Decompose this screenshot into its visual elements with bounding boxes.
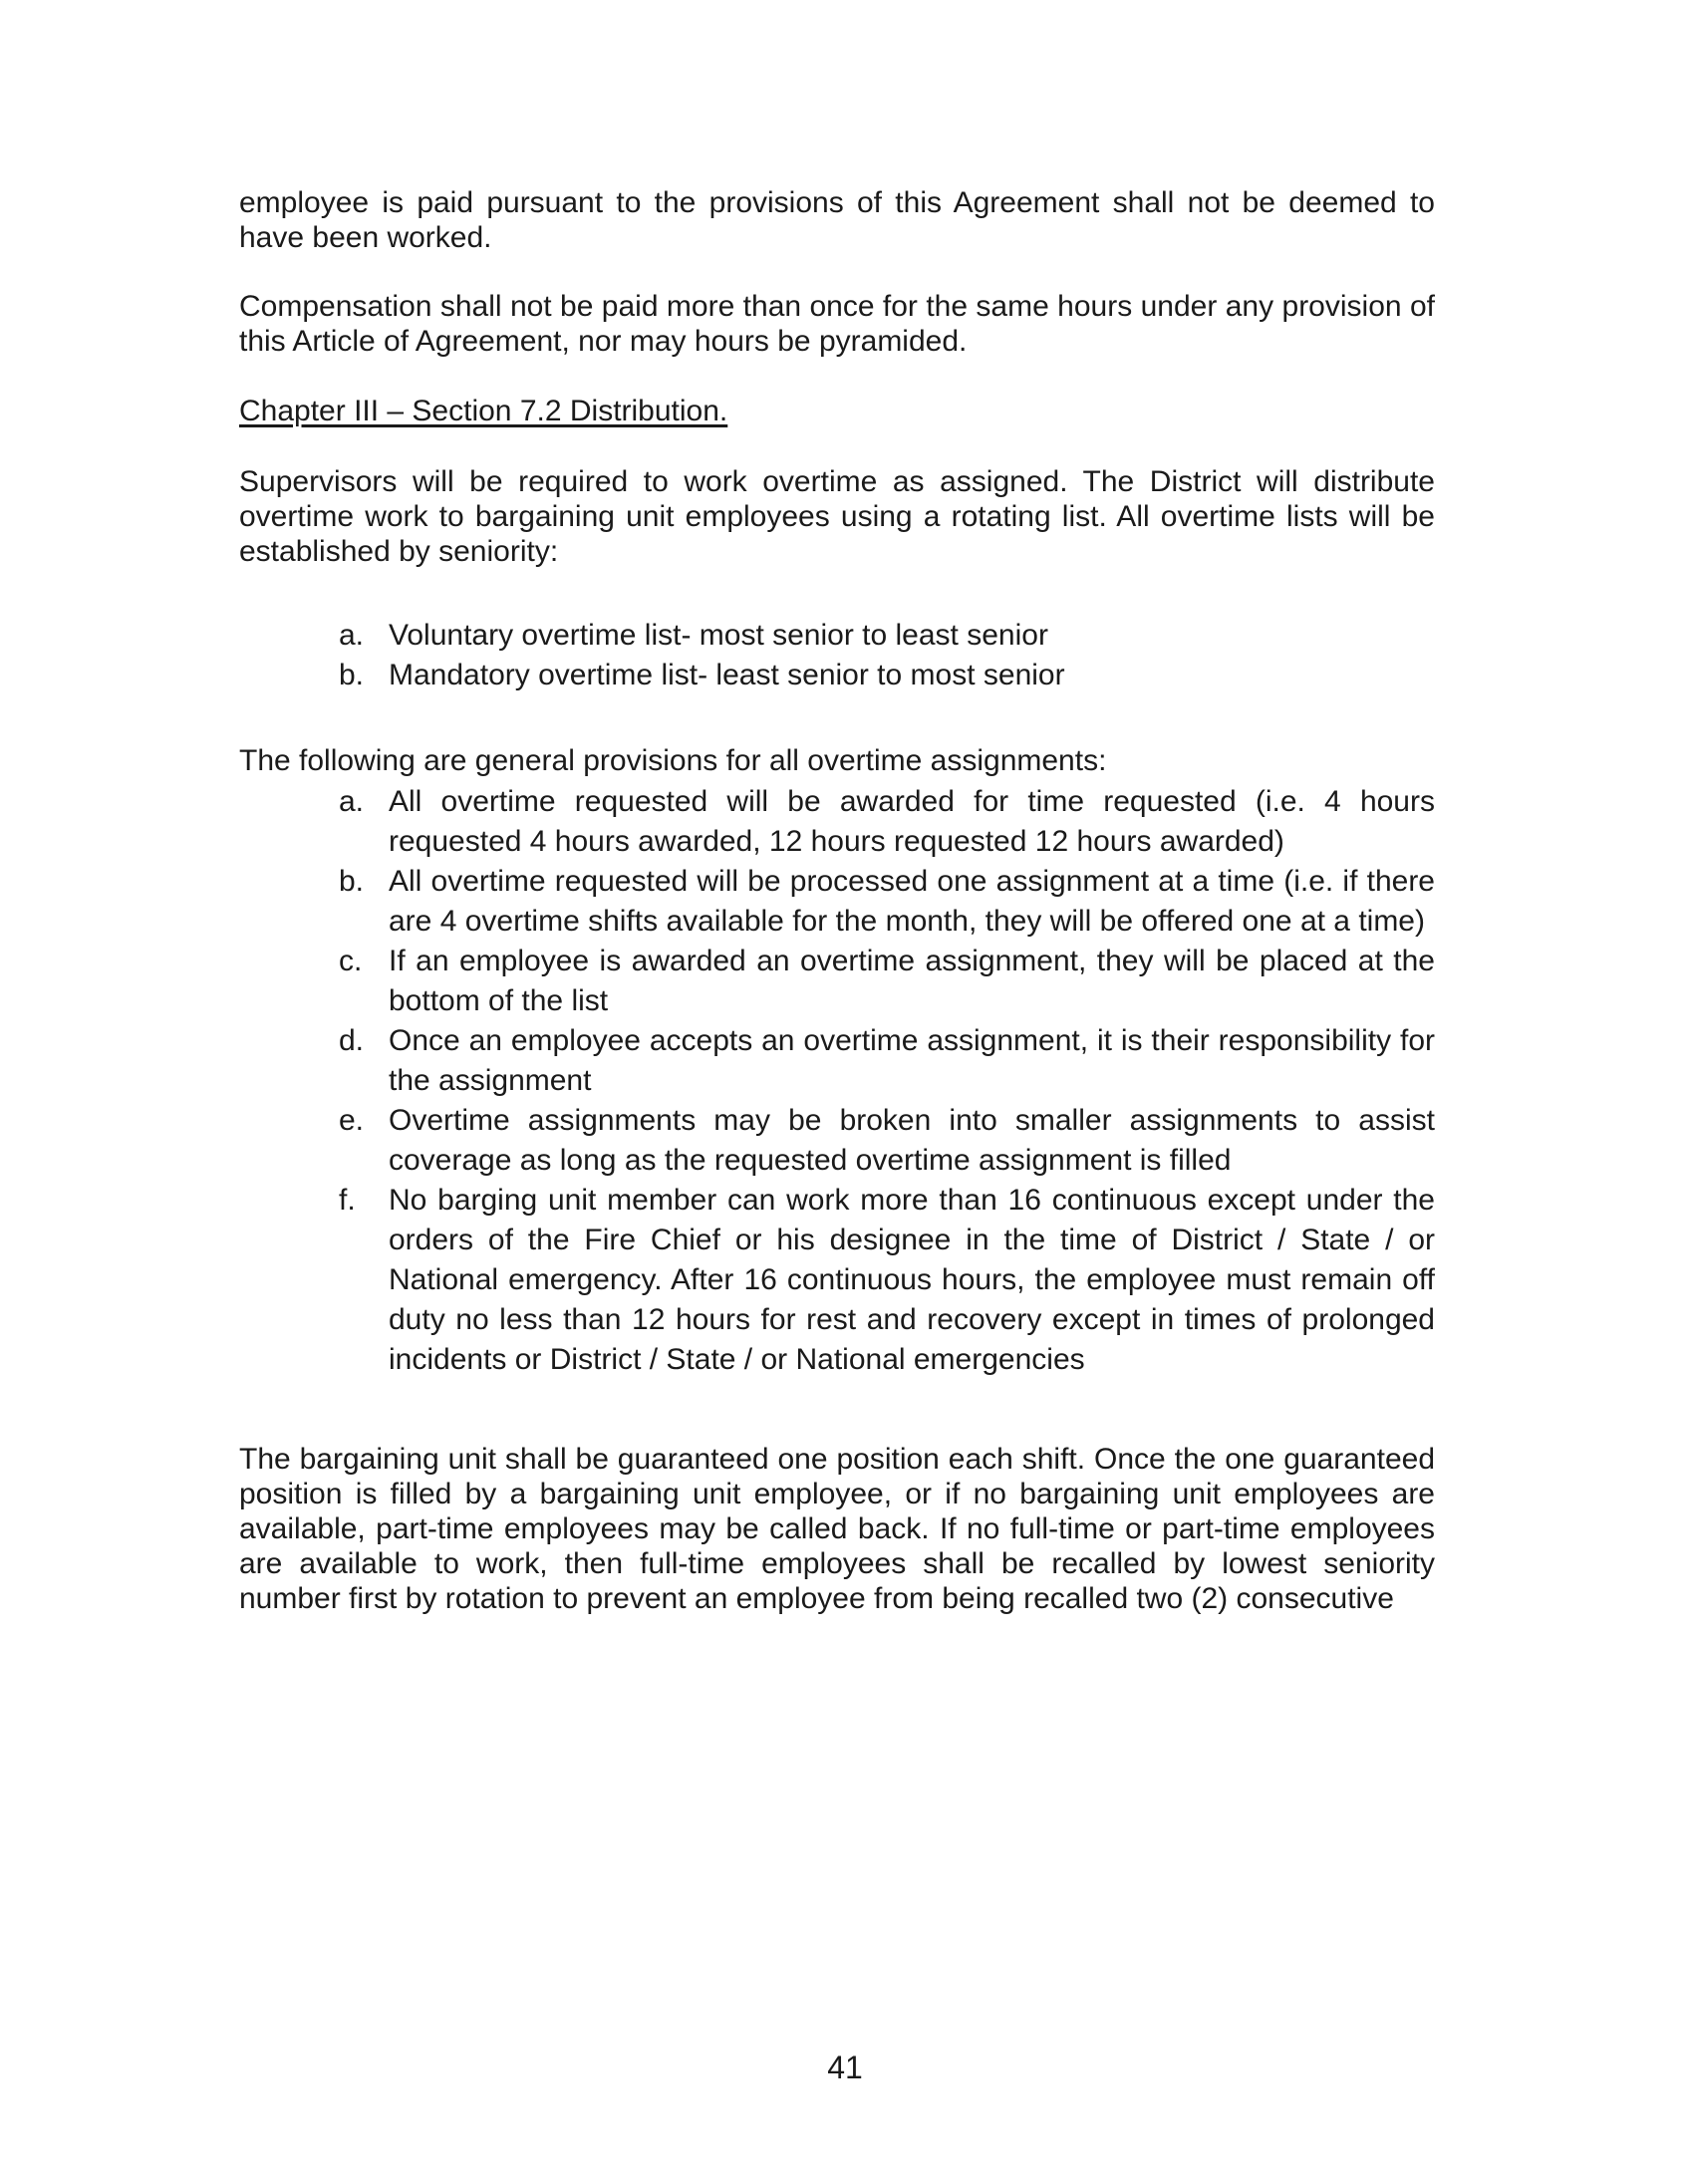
list-item-text: Once an employee accepts an overtime assignment, it is their responsibility for the assignment	[389, 1024, 1435, 1097]
list-item	[239, 1181, 1435, 1380]
general-provisions-intro: The following are general provisions for all overtime assignments:	[239, 744, 1107, 777]
list-item	[239, 656, 1435, 695]
list-item-text: No barging unit member can work more than 16 continuous except under the orders of the Fire Chief or his designee in the time of District / State / or National emergency. After 16 continuous hours, the employee must remain off duty no less than 12 hours for rest and recovery except in times of prolonged incidents or District / State / or National emergencies	[389, 1184, 1435, 1376]
list-marker: c.	[339, 945, 363, 977]
list-item-text: All overtime requested will be awarded for time requested (i.e. 4 hours requested 4 hours awarded, 12 hours requested 12 hours awarded)	[389, 785, 1435, 858]
list-item-text: All overtime requested will be processed one assignment at a time (i.e. if there are 4 overtime shifts available for the month, they will be offered one at a time)	[389, 865, 1435, 938]
list-item-text: Voluntary overtime list- most senior to least senior	[389, 619, 1048, 652]
general-provisions-list	[239, 782, 1435, 1380]
list-item	[239, 1021, 1435, 1101]
list-item	[239, 782, 1435, 862]
list-marker: d.	[339, 1024, 365, 1057]
list-item-text: Mandatory overtime list- least senior to most senior	[389, 659, 1065, 691]
compensation-paragraph: Compensation shall not be paid more than once for the same hours under any provision of this Article of Agreement, nor may hours be pyramided.	[239, 290, 1435, 358]
continuation-paragraph: employee is paid pursuant to the provisions of this Agreement shall not be deemed to have been worked.	[239, 186, 1435, 254]
list-marker: b.	[339, 659, 365, 691]
list-item	[239, 942, 1435, 1021]
page-number: 41	[827, 2049, 863, 2085]
list-item	[239, 862, 1435, 942]
guarantee-paragraph: The bargaining unit shall be guaranteed one position each shift. Once the one guaranteed position is filled by a bargaining unit employee, or if no bargaining unit employees are available, part-time employees may be called back. If no full-time or part-time employees are available to work, then full-time employees shall be recalled by lowest seniority number first by rotation to prevent an employee from being recalled two (2) consecutive	[239, 1443, 1435, 1615]
list-marker: a.	[339, 619, 365, 652]
list-marker: b.	[339, 865, 365, 898]
list-marker: f.	[339, 1184, 356, 1217]
list-marker: a.	[339, 785, 365, 818]
list-item-text: If an employee is awarded an overtime assignment, they will be placed at the bottom of the list	[389, 945, 1435, 1017]
seniority-list	[239, 616, 1435, 695]
list-item	[239, 1101, 1435, 1181]
list-item-text: Overtime assignments may be broken into smaller assignments to assist coverage as long as the requested overtime assignment is filled	[389, 1104, 1435, 1177]
list-item	[239, 616, 1435, 656]
section-heading: Chapter III – Section 7.2 Distribution.	[239, 395, 728, 427]
list-marker: e.	[339, 1104, 365, 1137]
supervisors-paragraph: Supervisors will be required to work overtime as assigned. The District will distribute overtime work to bargaining unit employees using a rotating list. All overtime lists will be established by seniority:	[239, 465, 1435, 568]
